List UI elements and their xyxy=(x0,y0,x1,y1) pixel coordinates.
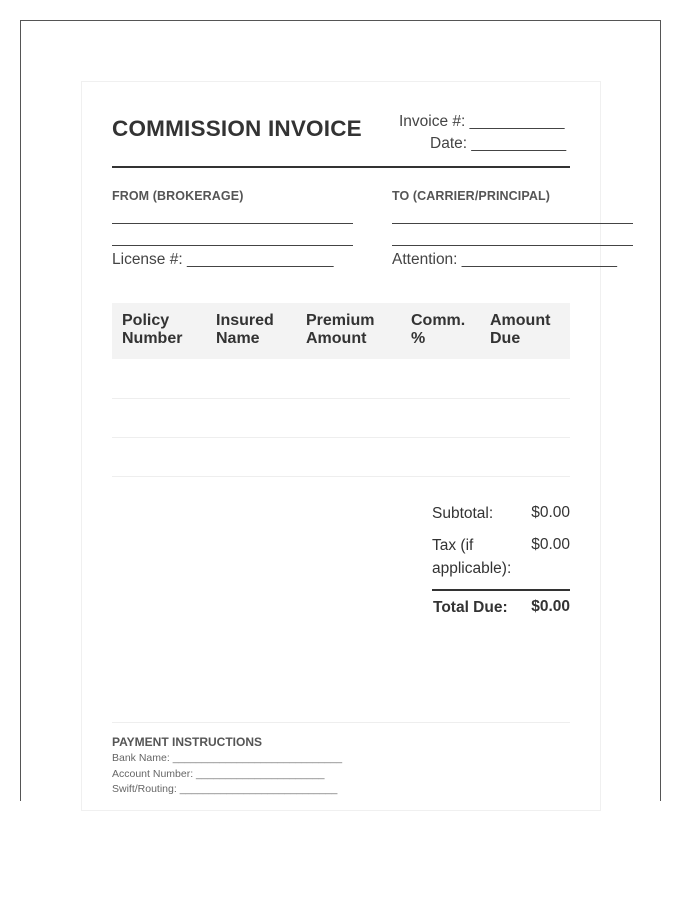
total-due-label: Total Due: xyxy=(433,599,508,616)
column-header-amount-due: Amount Due xyxy=(490,312,551,347)
column-header-premium-amount: Premium Amount xyxy=(306,312,375,347)
attention-field[interactable]: Attention: __________________ xyxy=(392,251,617,268)
from-line-1[interactable] xyxy=(112,223,353,224)
to-line-1[interactable] xyxy=(392,223,633,224)
total-divider xyxy=(432,589,570,591)
invoice-number-field[interactable]: Invoice #: ___________ xyxy=(399,113,565,130)
account-number-field[interactable]: Account Number: ______________________ xyxy=(112,768,325,780)
row-divider xyxy=(112,476,570,477)
to-line-2[interactable] xyxy=(392,245,633,246)
tax-value: $0.00 xyxy=(531,536,570,553)
subtotal-value: $0.00 xyxy=(531,504,570,521)
total-due-value: $0.00 xyxy=(531,598,570,615)
invoice-date-field[interactable]: Date: ___________ xyxy=(430,135,567,152)
from-heading: FROM (BROKERAGE) xyxy=(112,189,244,203)
table-row[interactable] xyxy=(112,360,570,398)
table-row[interactable] xyxy=(112,438,570,476)
to-heading: TO (CARRIER/PRINCIPAL) xyxy=(392,189,550,203)
table-row[interactable] xyxy=(112,399,570,437)
tax-label: Tax (if applicable): xyxy=(432,537,512,577)
bank-name-field[interactable]: Bank Name: _____________________________ xyxy=(112,752,343,764)
subtotal-label: Subtotal: xyxy=(432,505,494,522)
footer-divider xyxy=(112,722,570,723)
column-header-policy-number: Policy Number xyxy=(122,312,183,347)
header-divider xyxy=(112,166,570,168)
license-field[interactable]: License #: _________________ xyxy=(112,251,334,268)
payment-instructions-heading: PAYMENT INSTRUCTIONS xyxy=(112,735,263,749)
column-header-insured-name: Insured Name xyxy=(216,312,274,347)
column-header-commission-percent: Comm. % xyxy=(411,312,466,347)
invoice-title: COMMISSION INVOICE xyxy=(112,116,362,141)
swift-routing-field[interactable]: Swift/Routing: ___________________________ xyxy=(112,783,338,795)
from-line-2[interactable] xyxy=(112,245,353,246)
line-items-table-header xyxy=(112,303,570,359)
